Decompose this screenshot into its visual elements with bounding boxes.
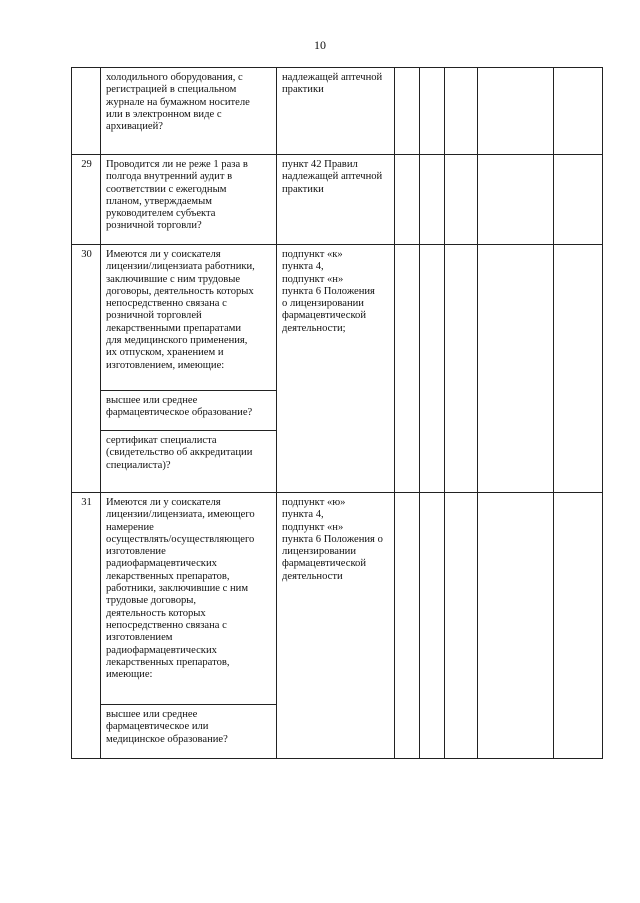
page-number: 10 (314, 38, 326, 52)
notes-cell (478, 245, 554, 493)
text-line: сертификат специалиста (106, 435, 217, 446)
answer-no-cell (420, 493, 445, 759)
remarks-cell (554, 68, 603, 155)
sub-item-cell (101, 705, 277, 759)
text-line: холодильного оборудования, с (106, 72, 243, 83)
text-line: надлежащей аптечной (282, 171, 383, 183)
text-line: фармацевтическое или (106, 721, 209, 733)
text-line: непосредственно связана с (106, 619, 227, 631)
text-line: высшее или среднее (106, 709, 198, 720)
text-line: надлежащей аптечной (282, 72, 383, 83)
checklist-body (72, 68, 603, 759)
text-line: пункта 4, (282, 509, 324, 521)
sub-item-cell (101, 391, 277, 431)
text-line: соответствии с ежегодным (106, 183, 227, 195)
reference-cell (277, 493, 395, 759)
text-line: полгода внутренний аудит в (106, 171, 233, 183)
text-line: фармацевтическое образование? (106, 407, 253, 419)
text-line: деятельности (282, 570, 343, 582)
text-line: практики (282, 84, 324, 96)
text-line: (свидетельство об аккредитации (106, 447, 253, 459)
notes-cell (478, 493, 554, 759)
answer-yes-cell (395, 68, 420, 155)
text-line: Имеются ли у соискателя (106, 497, 221, 508)
sub-item-cell (101, 431, 277, 493)
remarks-cell (554, 493, 603, 759)
row-number: 31 (72, 493, 101, 759)
text-line: трудовые договоры, (106, 595, 197, 607)
reference-cell (277, 68, 395, 155)
answer-no-cell (420, 155, 445, 245)
reference-cell (277, 245, 395, 493)
answer-na-cell (445, 493, 478, 759)
text-line: радиофармацевтических (106, 558, 217, 570)
answer-na-cell (445, 68, 478, 155)
text-line: о лицензировании (282, 298, 364, 310)
row-number: 30 (72, 245, 101, 493)
text-line: изготовление (106, 546, 166, 558)
question-cell (101, 155, 277, 245)
text-line: для медицинского применения, (106, 335, 248, 347)
text-line: радиофармацевтических (106, 644, 217, 656)
answer-na-cell (445, 155, 478, 245)
table-row (72, 493, 603, 705)
table-row (72, 155, 603, 245)
text-line: регистрацией в специальном (106, 84, 237, 96)
text-line: пункта 6 Положения о (282, 533, 383, 545)
text-line: имеющие: (106, 669, 153, 681)
text-line: архивацией? (106, 121, 163, 133)
text-line: непосредственно связана с (106, 298, 227, 310)
notes-cell (478, 68, 554, 155)
text-line: медицинское образование? (106, 733, 228, 745)
text-line: фармацевтической (282, 558, 367, 570)
text-line: подпункт «ю» (282, 497, 346, 508)
text-line: договоры, деятельность которых (106, 285, 254, 297)
table-row (72, 68, 603, 155)
text-line: осуществлять/осуществляющего (106, 533, 255, 545)
text-line: руководителем субъекта (106, 208, 216, 220)
remarks-cell (554, 155, 603, 245)
text-line: работники, заключившие с ним (106, 583, 249, 595)
text-line: деятельности; (282, 322, 346, 334)
text-line: лекарственных препаратов, (106, 656, 230, 668)
row-number (72, 68, 101, 155)
answer-yes-cell (395, 245, 420, 493)
text-line: лицензировании (282, 546, 357, 558)
reference-cell (277, 155, 395, 245)
text-line: пункта 6 Положения (282, 285, 375, 297)
text-line: лицензии/лицензиата работники, (106, 261, 255, 273)
text-line: их отпуском, хранением и (106, 347, 224, 359)
text-line: пункт 42 Правил (282, 159, 358, 170)
text-line: деятельность которых (106, 607, 206, 619)
answer-yes-cell (395, 493, 420, 759)
checklist-table (71, 67, 603, 759)
text-line: фармацевтической (282, 310, 367, 322)
answer-yes-cell (395, 155, 420, 245)
text-line: специалиста)? (106, 459, 171, 471)
table-row (72, 245, 603, 391)
text-line: изготовлением (106, 632, 173, 644)
text-line: подпункт «н» (282, 521, 344, 533)
row-number: 29 (72, 155, 101, 245)
text-line: розничной торговли? (106, 220, 202, 232)
text-line: Проводится ли не реже 1 раза в (106, 159, 248, 170)
text-line: пункта 4, (282, 261, 324, 273)
notes-cell (478, 155, 554, 245)
text-line: высшее или среднее (106, 395, 198, 406)
text-line: планом, утверждаемым (106, 195, 212, 207)
text-line: розничной торговлей (106, 310, 202, 322)
text-line: журнале на бумажном носителе (106, 96, 250, 108)
question-cell (101, 493, 277, 705)
text-line: или в электронном виде с (106, 108, 222, 120)
question-cell (101, 68, 277, 155)
answer-no-cell (420, 245, 445, 493)
text-line: лекарственными препаратами (106, 322, 242, 334)
remarks-cell (554, 245, 603, 493)
answer-na-cell (445, 245, 478, 493)
question-cell (101, 245, 277, 391)
text-line: лицензии/лицензиата, имеющего (106, 509, 255, 521)
text-line: изготовлением, имеющие: (106, 359, 225, 371)
text-line: практики (282, 183, 324, 195)
text-line: намерение (106, 521, 154, 533)
text-line: подпункт «к» (282, 249, 343, 260)
text-line: подпункт «н» (282, 273, 344, 285)
text-line: Имеются ли у соискателя (106, 249, 221, 260)
text-line: заключившие с ним трудовые (106, 273, 241, 285)
answer-no-cell (420, 68, 445, 155)
text-line: лекарственных препаратов, (106, 570, 230, 582)
